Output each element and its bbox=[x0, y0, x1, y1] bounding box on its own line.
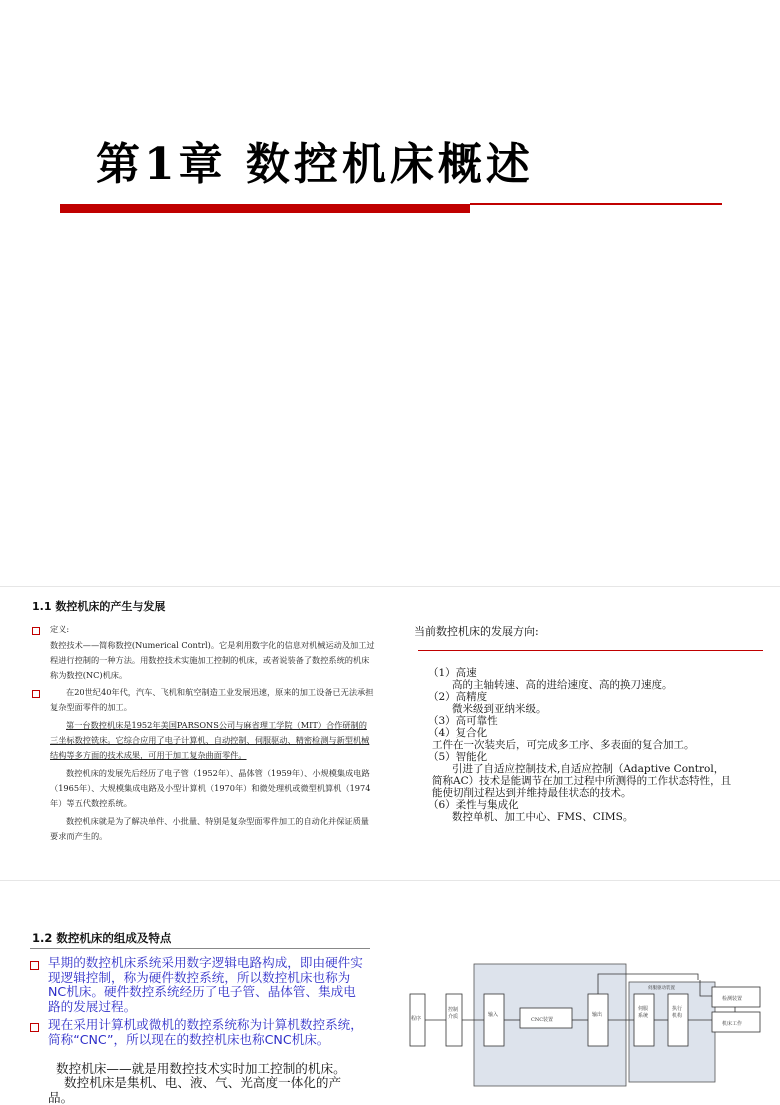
diagram-label: 伺服系统 bbox=[638, 1006, 649, 1019]
cnc-block-diagram bbox=[400, 882, 780, 1102]
hardware-nc-text: 早期的数控机床系统采用数字逻辑电路构成，即由硬件实现逻辑控制，称为硬件数控系统，所以数控机床也称为NC机床。硬件数控系统经历了电子管、晶体管、集成电路的发展过程。 bbox=[48, 955, 363, 1014]
heading-rule bbox=[30, 948, 370, 949]
cnc-text: 现在采用计算机或微机的数控系统称为计算机数控系统，简称“CNC”，所以现在的数控机床也称CNC机床。 bbox=[48, 1017, 363, 1047]
trend-line: 微米级到亚纳米级。 bbox=[452, 703, 547, 715]
bullet-icon bbox=[32, 627, 40, 635]
definition-label: 定义: bbox=[50, 624, 70, 634]
trends-heading: 当前数控机床的发展方向: bbox=[414, 625, 539, 638]
diagram-label: 检测装置 bbox=[722, 996, 743, 1002]
slide-history bbox=[0, 588, 395, 878]
bullet-icon bbox=[30, 961, 39, 970]
section-heading: 1.1 数控机床的产生与发展 bbox=[32, 600, 166, 613]
diagram-label: 输入 bbox=[488, 1012, 499, 1018]
paragraph-first-machine: 第一台数控机床是1952年美国PARSONS公司与麻省理工学院（MIT）合作研制的三坐标数控铣床。它综合应用了电子计算机、自动控制、伺服驱动、精密检测与新型机械结构等多方面的技术成果，可用于加工复杂曲面零件。 bbox=[50, 720, 370, 760]
diagram-label: 机床工作 bbox=[722, 1021, 743, 1027]
paragraph-purpose: 数控机床就是为了解决单件、小批量、特别是复杂型面零件加工的自动化并保证质量要求而产生的。 bbox=[50, 816, 369, 841]
trend-line: 能使切削过程达到并维持最佳状态的技术。 bbox=[432, 787, 632, 799]
slide-composition bbox=[0, 882, 395, 1105]
diagram-label: 控制介质 bbox=[448, 1007, 459, 1020]
slide-trends bbox=[400, 588, 780, 878]
trend-line: 高的主轴转速、高的进给速度、高的换刀速度。 bbox=[452, 679, 673, 691]
bullet-icon bbox=[30, 1023, 39, 1032]
title-underline-thin bbox=[470, 203, 722, 205]
slide-divider bbox=[0, 880, 780, 881]
trend-line: （4）复合化 bbox=[428, 727, 488, 739]
trend-line: 简称AC）技术是能调节在加工过程中所测得的工作状态特性，且 bbox=[432, 775, 732, 787]
trend-line: （2）高精度 bbox=[428, 691, 488, 703]
diagram-label: 输出 bbox=[592, 1012, 603, 1018]
trends-rule bbox=[418, 650, 763, 651]
definition-text: 数控机床——就是用数控技术实时加工控制的机床。 bbox=[56, 1061, 346, 1076]
slide-diagram bbox=[400, 882, 780, 1102]
diagram-label: 执行机构 bbox=[672, 1006, 683, 1019]
trend-line: 工件在一次装夹后，可完成多工序、多表面的复合加工。 bbox=[432, 739, 695, 751]
trend-line: 引进了自适应控制技术,自适应控制（Adaptive Control， bbox=[452, 763, 725, 775]
trend-line: （1）高速 bbox=[428, 667, 477, 679]
trend-line: （3）高可靠性 bbox=[428, 715, 498, 727]
bullet-icon bbox=[32, 690, 40, 698]
diagram-label: CNC装置 bbox=[531, 1017, 554, 1023]
trend-line: （6）柔性与集成化 bbox=[428, 799, 519, 811]
diagram-label: 伺服驱动装置 bbox=[648, 986, 675, 991]
integration-text: 数控机床是集机、电、液、气、光高度一体化的产品。 bbox=[48, 1075, 342, 1105]
paragraph-definition: 数控技术——简称数控(Numerical Contrl)。它是利用数字化的信息对机械运动及加工过程进行控制的一种方法。用数控技术实施加工控制的机床，或者说装备了数控系统的机床称为数控(NC)机床。 bbox=[50, 640, 375, 680]
trend-line: 数控单机、加工中心、FMS、CIMS。 bbox=[452, 811, 634, 823]
paragraph-generations: 数控机床的发展先后经历了电子管（1952年）、晶体管（1959年）、小规模集成电路（1965年）、大规模集成电路及小型计算机（1970年）和微处理机或微型机算机（1974年）等五代数控系统。 bbox=[50, 768, 371, 808]
diagram-label: 程序 bbox=[411, 1016, 422, 1022]
title-underline-thick bbox=[60, 204, 470, 213]
section-heading: 1.2 数控机床的组成及特点 bbox=[32, 931, 172, 945]
chapter-title: 第1章 数控机床概述 bbox=[96, 139, 534, 190]
slide-divider bbox=[0, 586, 780, 587]
trend-line: （5）智能化 bbox=[428, 751, 488, 763]
paragraph-origin: 在20世纪40年代，汽车、飞机和航空制造工业发展迅速，原来的加工设备已无法承担复杂型面零件的加工。 bbox=[50, 687, 374, 712]
